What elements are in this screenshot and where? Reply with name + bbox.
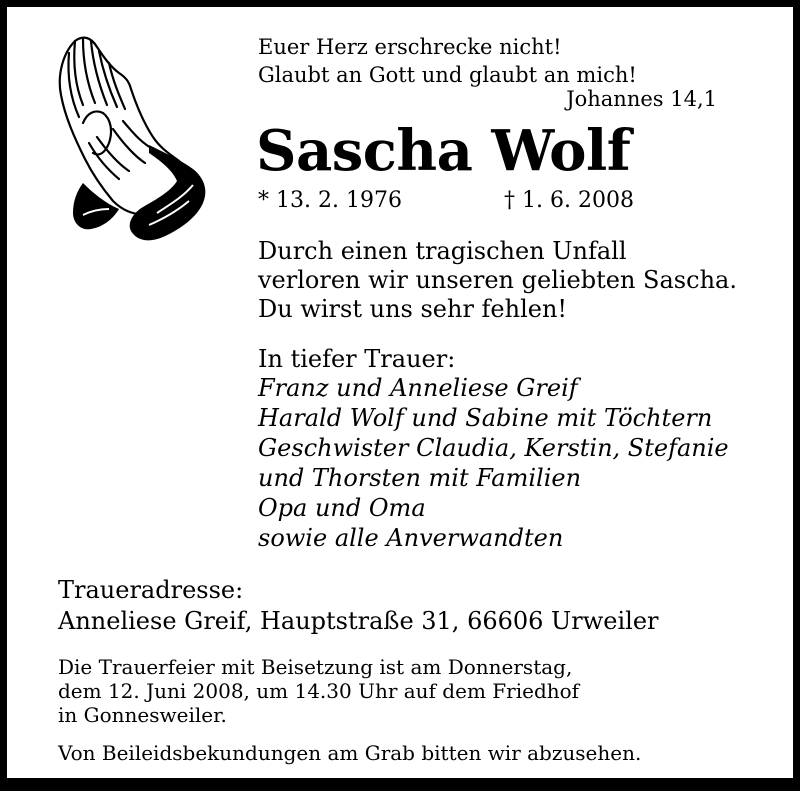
mourner-entry: Geschwister Claudia, Kerstin, Stefanie	[258, 434, 729, 462]
message-line: Durch einen tragischen Unfall	[258, 237, 627, 265]
mourner-entry: Harald Wolf und Sabine mit Töchtern	[258, 404, 713, 432]
message-line: Du wirst uns sehr fehlen!	[258, 295, 568, 323]
mourner-entry: Opa und Oma	[258, 494, 426, 522]
bible-verse	[258, 33, 637, 89]
condolence-message	[258, 237, 737, 324]
message-line: verloren wir unseren geliebten Sascha.	[258, 266, 737, 294]
deceased-name: Sascha Wolf	[256, 118, 631, 184]
funeral-ceremony-info	[58, 655, 579, 727]
ceremony-line: Die Trauerfeier mit Beisetzung ist am Donnerstag,	[58, 655, 573, 679]
praying-hands-icon	[53, 33, 213, 251]
mourner-entry: und Thorsten mit Familien	[258, 464, 582, 492]
mourning-address	[58, 575, 659, 637]
ceremony-line: in Gonnesweiler.	[58, 703, 227, 727]
death-date: † 1. 6. 2008	[504, 188, 634, 213]
address-value: Anneliese Greif, Hauptstraße 31, 66606 Urweiler	[58, 607, 659, 635]
birth-date: * 13. 2. 1976	[258, 188, 402, 213]
mourner-entry: sowie alle Anverwandten	[258, 524, 564, 552]
mourning-heading: In tiefer Trauer:	[258, 345, 456, 373]
verse-line: Euer Herz erschrecke nicht!	[258, 35, 562, 59]
mourner-entry: Franz und Anneliese Greif	[258, 374, 578, 402]
ceremony-line: dem 12. Juni 2008, um 14.30 Uhr auf dem Friedhof	[58, 679, 580, 703]
verse-reference: Johannes 14,1	[566, 87, 717, 111]
condolence-request: Von Beileidsbekundungen am Grab bitten wir abzusehen.	[58, 741, 642, 765]
verse-line: Glaubt an Gott und glaubt an mich!	[258, 63, 637, 87]
address-label: Traueradresse:	[58, 576, 244, 604]
mourners-list	[258, 373, 729, 553]
